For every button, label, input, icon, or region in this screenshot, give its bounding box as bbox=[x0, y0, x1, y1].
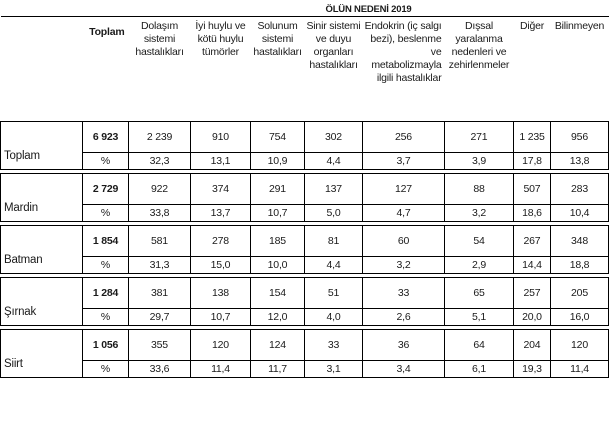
table-cell-percent: 10,7 bbox=[251, 205, 305, 222]
table-row bbox=[1, 226, 609, 257]
table-cell: 33 bbox=[305, 330, 363, 361]
table-cell-percent: 29,7 bbox=[129, 309, 191, 326]
table-cell: 33 bbox=[363, 278, 445, 309]
table-cell-percent: 10,0 bbox=[251, 257, 305, 274]
column-header-unknown: Bilinmeyen bbox=[554, 20, 605, 32]
row-name bbox=[1, 330, 83, 370]
table-cell: 910 bbox=[191, 122, 251, 153]
table-cell-percent: 4,0 bbox=[305, 309, 363, 326]
table-cell: 374 bbox=[191, 174, 251, 205]
table-cell-percent: 3,7 bbox=[363, 153, 445, 170]
table-cell-percent: 3,1 bbox=[305, 361, 363, 378]
table-cell-percent: 31,3 bbox=[129, 257, 191, 274]
table-cell-percent: 6,1 bbox=[445, 361, 514, 378]
table-row bbox=[1, 174, 609, 205]
table-row-percent bbox=[1, 361, 609, 378]
table-row-percent bbox=[1, 205, 609, 222]
table-cell-percent: 12,0 bbox=[251, 309, 305, 326]
table-cell-percent: 4,7 bbox=[363, 205, 445, 222]
row-name bbox=[1, 226, 83, 266]
table-cell: 754 bbox=[251, 122, 305, 153]
column-header-circulatory: Dolaşım sistemi hastalıkları bbox=[135, 20, 184, 58]
table-cell: 64 bbox=[445, 330, 514, 361]
table-cell: 256 bbox=[363, 122, 445, 153]
table-cell-percent: 13,1 bbox=[191, 153, 251, 170]
percent-label: % bbox=[83, 257, 129, 274]
column-header-endocrine: Endokrin (iç salgı bezi), beslenme ve metabolizmayla ilgili hastalıklar bbox=[364, 20, 442, 84]
table-cell-percent: 15,0 bbox=[191, 257, 251, 274]
table-cell: 205 bbox=[551, 278, 609, 309]
row-name-label: Toplam bbox=[4, 149, 40, 162]
table-cell: 65 bbox=[445, 278, 514, 309]
table-cell-percent: 4,4 bbox=[305, 153, 363, 170]
table-cell-percent: 2,6 bbox=[363, 309, 445, 326]
row-total: 1 854 bbox=[83, 226, 129, 257]
table-cell: 185 bbox=[251, 226, 305, 257]
table-cell-percent: 11,7 bbox=[251, 361, 305, 378]
table-cell-percent: 20,0 bbox=[514, 309, 551, 326]
row-name-label: Şırnak bbox=[4, 305, 37, 318]
table-cell-percent: 13,8 bbox=[551, 153, 609, 170]
table-cell-percent: 32,3 bbox=[129, 153, 191, 170]
table-cell: 355 bbox=[129, 330, 191, 361]
column-header-other: Diğer bbox=[519, 20, 545, 32]
column-header-tumors: İyi huylu ve kötü huylu tümörler bbox=[195, 20, 246, 58]
table-cell: 120 bbox=[551, 330, 609, 361]
column-header-row bbox=[1, 17, 609, 122]
table-cell: 138 bbox=[191, 278, 251, 309]
table-row bbox=[1, 330, 609, 361]
table-cell: 271 bbox=[445, 122, 514, 153]
table-body bbox=[1, 122, 609, 378]
table-row-percent bbox=[1, 153, 609, 170]
table-cell: 381 bbox=[129, 278, 191, 309]
table-cell: 2 239 bbox=[129, 122, 191, 153]
row-name bbox=[1, 122, 83, 162]
table-cell-percent: 14,4 bbox=[514, 257, 551, 274]
percent-label: % bbox=[83, 205, 129, 222]
table-cell: 257 bbox=[514, 278, 551, 309]
table-cell: 291 bbox=[251, 174, 305, 205]
table-cell: 120 bbox=[191, 330, 251, 361]
row-total: 1 284 bbox=[83, 278, 129, 309]
table-cell-percent: 10,4 bbox=[551, 205, 609, 222]
table-cell: 88 bbox=[445, 174, 514, 205]
row-total: 6 923 bbox=[83, 122, 129, 153]
table-cell: 956 bbox=[551, 122, 609, 153]
table-cell: 204 bbox=[514, 330, 551, 361]
table-cell-percent: 10,7 bbox=[191, 309, 251, 326]
table-cell: 507 bbox=[514, 174, 551, 205]
table-cell-percent: 11,4 bbox=[191, 361, 251, 378]
total-column-header: Toplam bbox=[89, 26, 125, 38]
table-cell: 581 bbox=[129, 226, 191, 257]
table-cell-percent: 5,1 bbox=[445, 309, 514, 326]
row-total: 2 729 bbox=[83, 174, 129, 205]
table-cell-percent: 3,2 bbox=[363, 257, 445, 274]
table-row-percent bbox=[1, 309, 609, 326]
table-cell: 137 bbox=[305, 174, 363, 205]
group-header-row bbox=[1, 3, 609, 17]
table-cell: 81 bbox=[305, 226, 363, 257]
table-cell-percent: 33,8 bbox=[129, 205, 191, 222]
table-cell: 127 bbox=[363, 174, 445, 205]
group-title: ÖLÜN NEDENİ 2019 bbox=[129, 3, 609, 17]
table-cell: 51 bbox=[305, 278, 363, 309]
row-name-label: Siirt bbox=[4, 357, 23, 370]
table-cell-percent: 3,4 bbox=[363, 361, 445, 378]
table-cell-percent: 5,0 bbox=[305, 205, 363, 222]
row-name bbox=[1, 174, 83, 214]
table-cell-percent: 4,4 bbox=[305, 257, 363, 274]
table-cell: 124 bbox=[251, 330, 305, 361]
table-cell-percent: 18,8 bbox=[551, 257, 609, 274]
table-cell-percent: 33,6 bbox=[129, 361, 191, 378]
table-cell: 1 235 bbox=[514, 122, 551, 153]
row-total: 1 056 bbox=[83, 330, 129, 361]
row-name-label: Batman bbox=[4, 253, 43, 266]
table-cell-percent: 11,4 bbox=[551, 361, 609, 378]
table-cell: 922 bbox=[129, 174, 191, 205]
table-cell-percent: 19,3 bbox=[514, 361, 551, 378]
table-cell: 54 bbox=[445, 226, 514, 257]
row-name bbox=[1, 278, 83, 318]
percent-label: % bbox=[83, 309, 129, 326]
table-cell: 36 bbox=[363, 330, 445, 361]
table-cell-percent: 10,9 bbox=[251, 153, 305, 170]
table-row-percent bbox=[1, 257, 609, 274]
percent-label: % bbox=[83, 153, 129, 170]
table-row bbox=[1, 122, 609, 153]
death-cause-table bbox=[0, 3, 609, 378]
table-cell-percent: 3,2 bbox=[445, 205, 514, 222]
table-cell: 283 bbox=[551, 174, 609, 205]
table-cell: 348 bbox=[551, 226, 609, 257]
table-cell: 302 bbox=[305, 122, 363, 153]
column-header-respiratory: Solunum sistemi hastalıkları bbox=[253, 20, 302, 58]
table-cell: 267 bbox=[514, 226, 551, 257]
table-cell-percent: 2,9 bbox=[445, 257, 514, 274]
table-cell-percent: 17,8 bbox=[514, 153, 551, 170]
column-header-external: Dışsal yaralanma nedenleri ve zehirlenmeler bbox=[448, 20, 510, 71]
column-header-nervous: Sinir sistemi ve duyu organları hastalıkları bbox=[306, 20, 361, 71]
table-cell-percent: 13,7 bbox=[191, 205, 251, 222]
row-name-label: Mardin bbox=[4, 201, 38, 214]
table-cell: 60 bbox=[363, 226, 445, 257]
table-cell: 154 bbox=[251, 278, 305, 309]
table-row bbox=[1, 278, 609, 309]
table-cell-percent: 18,6 bbox=[514, 205, 551, 222]
table-cell: 278 bbox=[191, 226, 251, 257]
percent-label: % bbox=[83, 361, 129, 378]
table-cell-percent: 3,9 bbox=[445, 153, 514, 170]
table-cell-percent: 16,0 bbox=[551, 309, 609, 326]
